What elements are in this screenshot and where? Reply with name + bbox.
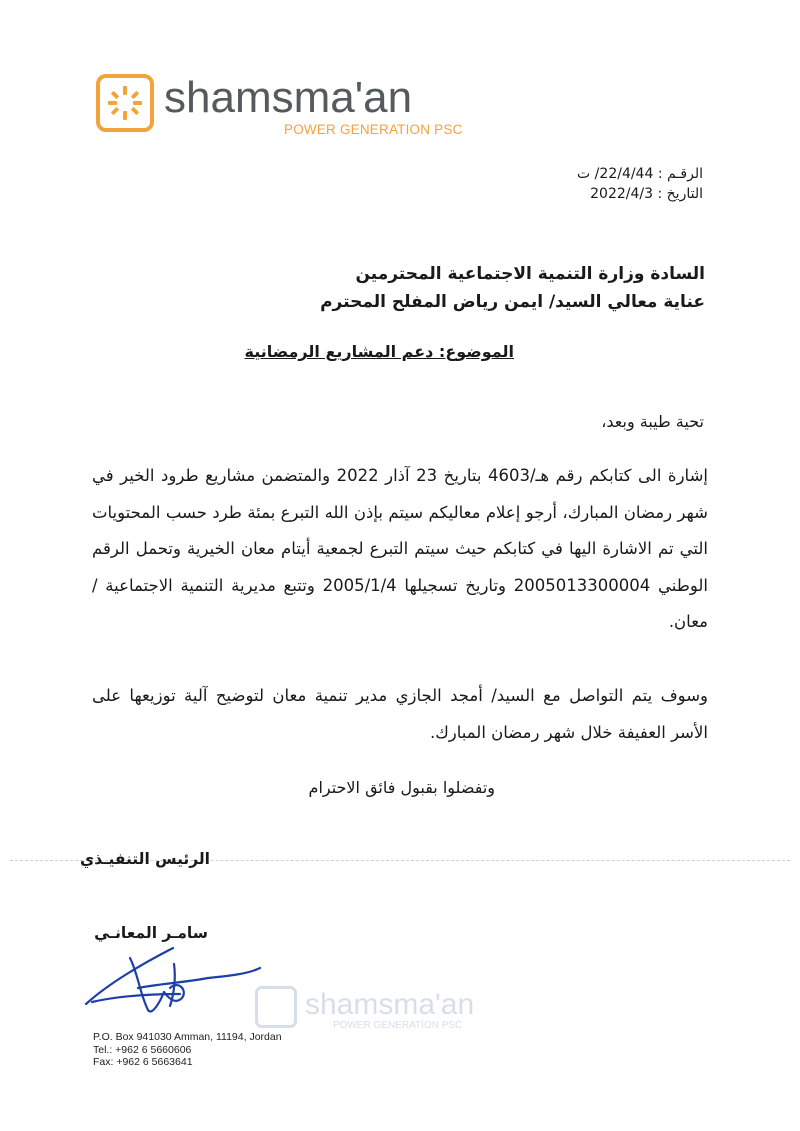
reference-number: الرقـم : 22/4/44/ ت [577, 166, 703, 182]
postal-address: P.O. Box 941030 Amman, 11194, Jordan [93, 1031, 282, 1043]
stamp-tagline: POWER GENERATION PSC [333, 1020, 463, 1031]
reference-block [577, 164, 703, 204]
contact-footer [93, 1031, 282, 1069]
brand-name: shamsma'an [164, 73, 413, 122]
subject-line: الموضوع: دعم المشاريع الرمضانية [244, 342, 514, 361]
closing-line: وتفضلوا بقبول فائق الاحترام [308, 778, 495, 797]
handwritten-signature [78, 944, 268, 1028]
signatory-name: سامـر المعانـي [94, 924, 208, 942]
company-logo [96, 73, 463, 138]
telephone: Tel.: +962 6 5660606 [93, 1043, 192, 1056]
signatory-title: الرئيس التنفيـذي [80, 850, 210, 868]
body-paragraph-1: إشارة الى كتابكم رقم هـ/4603 بتاريخ 23 آذار 2022 والمتضمن مشاريع طرود الخير في شهر رمضان المبارك، أرجو إعلام معاليكم سيتم بإذن الله التبرع بمئة طرد حسب المحتويات التي تم الاشارة اليها في كتابكم حيث سيتم التبرع لجمعية أيتام معان الخيرية وتحمل الرقم الوطني 2005013300004 وتاريخ تسجيلها 2005/1/4 وتتبع مديرية التنمية الاجتماعية / معان. [92, 466, 708, 631]
body-paragraph-2: وسوف يتم التواصل مع السيد/ أمجد الجازي مدير تنمية معان لتوضيح آلية توزيعها على الأسر العفيفة خلال شهر رمضان المبارك. [92, 686, 708, 742]
greeting: تحية طيبة وبعد، [601, 412, 704, 431]
stamp-brand: shamsma'an [305, 988, 475, 1021]
letter-date: التاريخ : 2022/4/3 [590, 186, 703, 202]
addressee-line-1: السادة وزارة التنمية الاجتماعية المحترمين [355, 264, 705, 284]
sun-logo-icon [96, 74, 154, 132]
addressee-line-2: عناية معالي السيد/ ايمن رياض المفلح المحترم [320, 292, 705, 312]
fax: Fax: +962 6 5663641 [93, 1056, 193, 1068]
addressee-block [320, 260, 705, 316]
brand-tagline: POWER GENERATION PSC [284, 122, 463, 137]
stamp-logo-icon [255, 986, 297, 1028]
